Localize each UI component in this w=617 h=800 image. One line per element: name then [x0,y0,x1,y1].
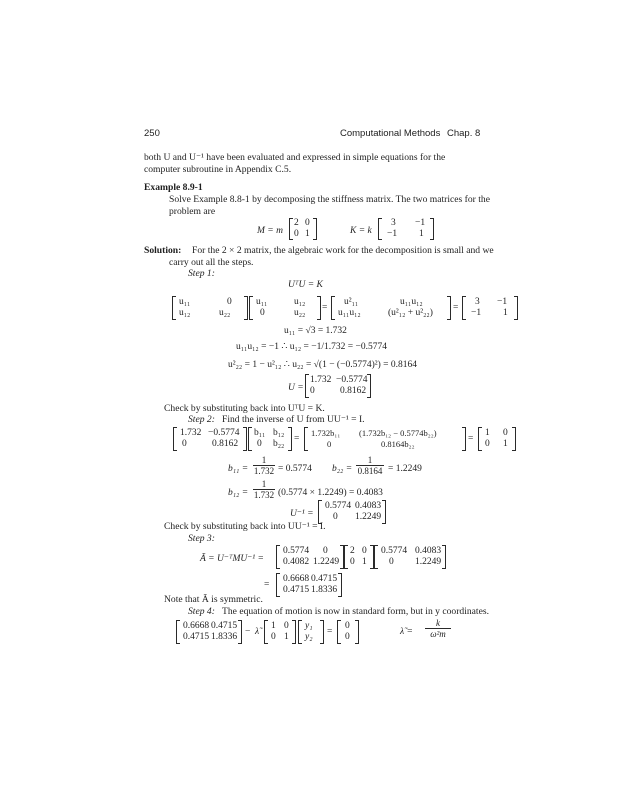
solution-line-2: carry out all the steps. [169,257,254,268]
matrix-cell: u₁₁u₁₂ [338,308,361,318]
matrix-cell: −1 [415,218,426,228]
matrix-cell: 1.2249 [355,512,382,522]
matrix-cell: b₂₂ [273,439,285,449]
fraction-denominator: 0.8164 [357,466,383,476]
matrix-cell: 0.4715 [283,585,310,595]
matrix-cell: 0 [485,439,490,449]
matrix-cell: 1 [305,229,310,239]
matrix-cell: 0 [350,557,355,567]
step-4-label: Step 4: [188,606,215,617]
product-matrix [331,296,451,320]
k-matrix-lhs: K = k [350,226,372,236]
matrix-cell: u₂₂ [294,308,306,318]
u-result-matrix [305,374,371,398]
b11-lhs: b₁₁ = [228,464,249,474]
matrix-cell: 0.4715 [183,632,210,642]
matrix-cell: u₁₂ [294,297,306,307]
matrix-cell: −0.5774 [336,375,368,385]
lambda-definition-lhs: λ̃ = [400,627,413,637]
matrix-cell: 0 [323,546,328,556]
matrix-cell: u₂₂ [219,308,231,318]
matrix-cell: 0.4083 [355,501,382,511]
matrix-cell: 0.5774 [381,546,408,556]
lambda-symbol: λ̃ [255,627,260,637]
matrix-cell: 0.4082 [283,557,310,567]
equals-sign: = [264,580,270,590]
matrix-cell: 0.6668 [283,574,310,584]
matrix-cell: 0 [333,512,338,522]
step-4-a-matrix [176,620,242,644]
b12-lhs: b₁₂ = [228,488,249,498]
minus-sign: − [245,627,251,637]
vector-cell: y₂ [305,632,313,642]
step-2-u-matrix [173,427,247,451]
matrix-cell: u₁₁ [256,297,268,307]
step-1-label: Step 1: [188,268,215,279]
b11-value: = 0.5774 [278,464,312,474]
step-4-identity-matrix [264,620,296,644]
matrix-cell: 1 [284,632,289,642]
fraction-denominator: 1.732 [253,466,275,476]
fraction-numerator: 1 [261,455,267,465]
step-3-lhs: Ã = U⁻ᵀMU⁻¹ = [200,554,264,564]
matrix-cell: 0.8162 [212,439,239,449]
matrix-cell: 1 [503,439,508,449]
step-2-b-matrix [248,427,292,451]
step-3-a-matrix [276,545,344,569]
example-title: Example 8.9-1 [144,182,203,193]
matrix-cell: 0 [182,439,187,449]
matrix-cell: 0.6668 [183,621,210,631]
equals-sign: = [294,434,300,444]
matrix-cell: 0 [284,621,289,631]
uinv-lhs: U⁻¹ = [290,509,314,519]
ut-matrix [172,296,248,320]
mass-matrix [289,218,317,240]
matrix-cell: 3 [391,218,396,228]
matrix-cell: 1 [419,229,424,239]
matrix-cell: b₁₁ [254,428,266,438]
k-matrix-rhs [462,296,518,320]
matrix-cell: 0 [294,229,299,239]
matrix-cell: 0.4715 [211,621,238,631]
matrix-cell: 0 [310,386,315,396]
b12-fraction [252,479,276,500]
matrix-cell: 1.8336 [311,585,338,595]
fraction-numerator: 1 [367,455,373,465]
matrix-cell: (u²₁₂ + u²₂₂) [388,308,433,318]
solution-label: Solution: [144,245,182,256]
y-vector [298,620,324,644]
lambda-fraction [424,618,452,639]
matrix-cell: 0.5774 [283,546,310,556]
step-2-text: Find the inverse of U from UU⁻¹ = I. [222,414,365,425]
step-2-label: Step 2: [188,414,215,425]
vector-cell: 0 [345,632,350,642]
matrix-cell: u₁₂ [179,308,191,318]
note-text: Note that Ã is symmetric. [164,594,263,605]
fraction-denominator: ω²m [430,629,446,639]
matrix-cell: u₁₁u₁₂ [400,297,423,307]
matrix-cell: 0.4083 [415,546,442,556]
matrix-cell: 1 [362,557,367,567]
b22-lhs: b₂₂ = [332,464,353,474]
step-4-text: The equation of motion is now in standard form, but in y coordinates. [222,606,489,617]
matrix-cell: (1.732b₁₂ − 0.5774b₂₂) [359,428,437,438]
zero-vector [337,620,359,644]
matrix-cell: 1.732 [180,428,202,438]
matrix-cell: 0 [260,308,265,318]
matrix-cell: u²₁₁ [344,297,359,307]
matrix-cell: −1 [471,308,482,318]
b22-value: = 1.2249 [388,464,422,474]
matrix-cell: 0.8164b₂₂ [381,439,415,449]
step-2-product-matrix [304,427,466,451]
matrix-cell: 0.4715 [311,574,338,584]
matrix-cell: 0 [503,428,508,438]
u-result-lhs: U = [288,383,304,393]
example-line-1: Solve Example 8.8-1 by decomposing the stiffness matrix. The two matrices for the [169,194,490,205]
vector-cell: 0 [345,621,350,631]
matrix-cell: 0.8162 [340,386,367,396]
fraction-numerator: k [436,618,440,628]
matrix-cell: 0 [271,632,276,642]
matrix-cell: 1.732 [310,375,332,385]
equals-sign: = [453,303,459,313]
u11-result: u₁₁ = √3 = 1.732 [284,326,347,336]
step-3-label: Step 3: [188,533,215,544]
u22-result: u²₂₂ = 1 − u²₁₂ ∴ u₂₂ = √(1 − (−0.5774)²) = 0.8164 [228,360,417,370]
m-matrix-lhs: M = m [257,226,283,236]
matrix-cell: 0 [227,297,232,307]
matrix-cell: −1 [497,297,508,307]
matrix-cell: 0 [389,557,394,567]
matrix-cell: −0.5774 [208,428,240,438]
matrix-cell: 2 [294,218,299,228]
matrix-cell: 1.8336 [211,632,238,642]
running-section-title: Computational Methods [340,128,441,139]
matrix-cell: 1.2249 [415,557,442,567]
intro-line-2: computer subroutine in Appendix C.5. [144,164,292,175]
matrix-cell: 1 [271,621,276,631]
fraction-denominator: 1.732 [253,490,275,500]
equals-sign: = [322,303,328,313]
identity-matrix [478,427,516,451]
matrix-cell: 1 [485,428,490,438]
matrix-cell: 1.2249 [313,557,340,567]
page-number: 250 [144,128,160,139]
b22-fraction [355,455,385,476]
vector-cell: y₁ [305,621,313,631]
b12-value: (0.5774 × 1.2249) = 0.4083 [278,488,383,498]
check-1-text: Check by substituting back into UᵀU = K. [164,403,325,414]
u12-result: u₁₁u₁₂ = −1 ∴ u₁₂ = −1/1.732 = −0.5774 [236,342,387,352]
matrix-cell: 0 [305,218,310,228]
equals-sign: = [468,434,474,444]
matrix-cell: 2 [350,546,355,556]
a-tilde-matrix [276,573,342,597]
step-1-equation: UᵀU = K [288,280,323,290]
matrix-cell: b₁₂ [273,428,285,438]
b11-fraction [252,455,276,476]
stiffness-matrix [378,218,434,240]
matrix-cell: −1 [387,229,398,239]
matrix-cell: u₁₁ [179,297,191,307]
step-3-m-matrix [344,545,374,569]
matrix-cell: 1.732b₁₁ [311,428,341,438]
fraction-numerator: 1 [261,479,267,489]
matrix-cell: 0.5774 [325,501,352,511]
example-line-2: problem are [169,206,216,217]
intro-line-1: both U and U⁻¹ have been evaluated and expressed in simple equations for the [144,152,446,163]
matrix-cell: 0 [362,546,367,556]
matrix-cell: 0 [327,439,332,449]
solution-line-1: For the 2 × 2 matrix, the algebraic work for the decomposition is small and we [192,245,494,256]
uinv-matrix [318,500,386,524]
step-3-uinv-matrix [374,545,446,569]
matrix-cell: 1 [503,308,508,318]
matrix-cell: 3 [475,297,480,307]
u-matrix [249,296,321,320]
matrix-cell: 0 [257,439,262,449]
check-2-text: Check by substituting back into UU⁻¹ = I. [164,521,326,532]
equals-sign: = [327,627,333,637]
chapter-label: Chap. 8 [447,128,481,139]
